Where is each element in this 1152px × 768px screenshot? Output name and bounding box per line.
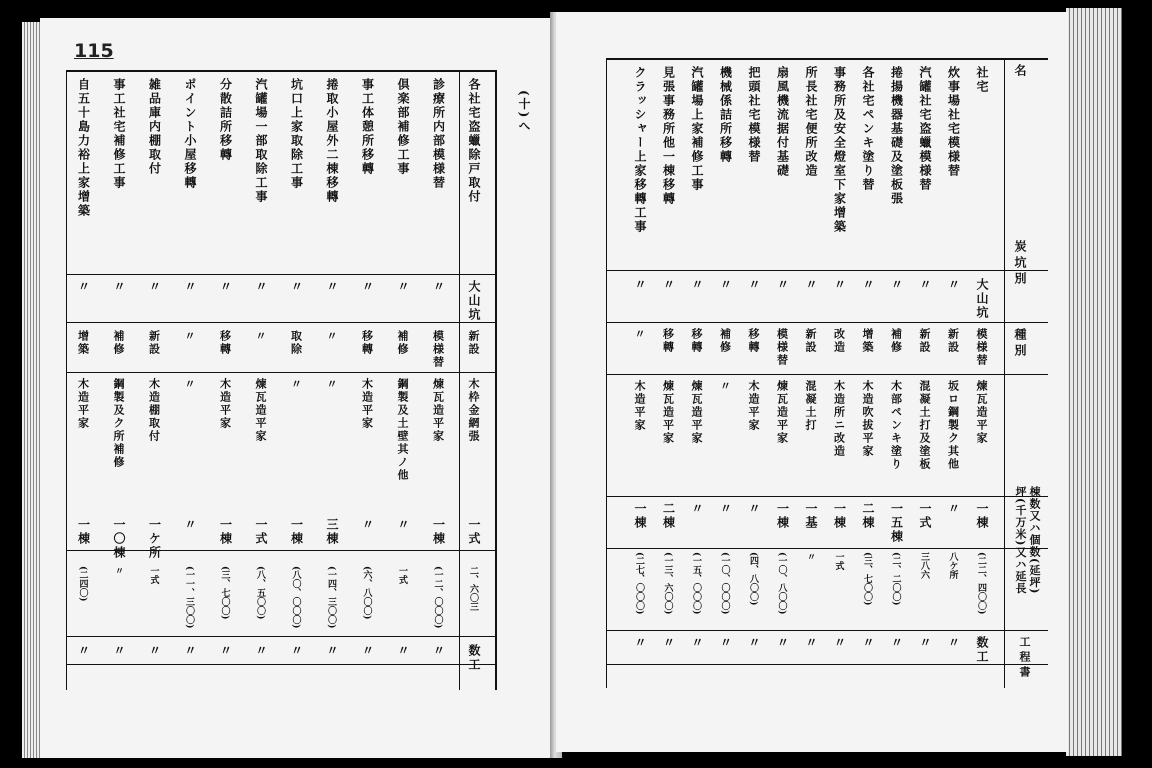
row-place: 大山坑: [467, 280, 481, 322]
row-qty: 二棟: [861, 502, 875, 530]
col-rule: [606, 58, 607, 688]
row-amount: (一一、三〇〇): [184, 566, 194, 629]
row-name: クラッシャー上家移轉工事: [633, 66, 647, 234]
row-amount: (二、二〇〇): [890, 552, 901, 606]
row-amount: 一式: [397, 566, 407, 584]
row-name: 所長社宅便所改造: [804, 66, 818, 178]
row-qty: 〃: [360, 518, 375, 532]
row-detail: 煉瓦造平家: [690, 380, 703, 445]
row-qty: 一棟: [431, 518, 446, 546]
row-amount: 二、六〇三: [468, 566, 478, 611]
row-qty: 一〇棟: [112, 518, 126, 560]
row-name: 捲取小屋外二棟移轉: [325, 78, 339, 204]
row-place: 〃: [747, 278, 761, 292]
section-title: (十)へ: [517, 90, 531, 134]
row-amount: 一式: [833, 552, 844, 570]
table-top-rule: [606, 58, 1048, 60]
row-place: 〃: [633, 278, 647, 292]
row-kind: 模様替: [975, 328, 988, 367]
row-amount: (二二、四〇〇): [976, 552, 986, 615]
row-notes: 〃: [431, 644, 446, 658]
row-qty: 一棟: [832, 502, 847, 530]
row-amount: 八ケ所: [947, 552, 958, 579]
row-rule: [66, 372, 496, 373]
row-detail: 木枠金網張: [467, 378, 480, 443]
row-qty: 〃: [183, 518, 197, 532]
row-kind: 補修: [112, 330, 125, 356]
row-place: 〃: [918, 278, 932, 292]
row-kind: 模様替: [431, 330, 445, 369]
row-place: 〃: [76, 280, 91, 294]
row-place: 〃: [718, 278, 733, 292]
row-name: 倶楽部補修工事: [396, 78, 410, 176]
row-notes: 〃: [832, 636, 847, 650]
row-rule: [606, 270, 1048, 271]
row-detail: 木造平家: [218, 378, 232, 430]
row-kind: 模様替: [775, 328, 789, 367]
right-page: [556, 12, 1068, 752]
row-detail: 木造平家: [76, 378, 90, 430]
row-rule: [66, 636, 496, 637]
header-notes: 工程書: [1018, 636, 1031, 681]
row-place: 〃: [360, 280, 375, 294]
row-rule: [66, 322, 496, 323]
row-kind: 補修: [718, 328, 732, 354]
row-name: 汽罐場一部取除工事: [254, 78, 268, 204]
row-place: 〃: [861, 278, 875, 292]
row-place: 〃: [254, 280, 268, 294]
book-edge-right: [1066, 8, 1122, 756]
row-place: 〃: [804, 278, 818, 292]
header-place: 炭坑別: [1013, 240, 1027, 288]
row-qty: 一棟: [218, 518, 233, 546]
row-rule: [66, 664, 496, 665]
row-name: 社宅: [975, 66, 989, 94]
row-kind: 移轉: [690, 328, 703, 354]
row-notes: 〃: [325, 644, 339, 658]
row-qty: 一式: [918, 502, 932, 530]
row-kind: 新設: [946, 328, 960, 354]
row-qty: 一式: [467, 518, 481, 546]
row-notes: 〃: [889, 636, 904, 650]
row-notes: 〃: [396, 644, 410, 658]
row-detail: 鋼製及ク所補修: [112, 378, 125, 469]
row-qty: 一棟: [633, 502, 647, 530]
row-amount: 〃: [113, 566, 123, 575]
row-detail: 木部ペンキ塗り: [889, 380, 903, 471]
row-notes: 〃: [775, 636, 790, 650]
row-amount: (二七、〇〇〇): [634, 552, 644, 615]
row-notes: 〃: [661, 636, 676, 650]
row-detail: 煉瓦造平家: [254, 378, 267, 443]
row-name: 診療所内部模様替: [431, 78, 446, 190]
row-name: 各社宅ペンキ塗り替: [861, 66, 875, 192]
row-kind: 取除: [289, 330, 303, 356]
row-place: 〃: [661, 278, 676, 292]
row-qty: 〃: [396, 518, 410, 532]
row-notes: 〃: [690, 636, 704, 650]
row-amount: (一〇、〇〇〇): [719, 552, 730, 615]
row-detail: 木造棚取付: [147, 378, 161, 443]
row-amount: (六、八〇〇): [361, 566, 372, 620]
row-notes: 〃: [804, 636, 818, 650]
row-qty: 一五棟: [889, 502, 904, 544]
row-notes: 〃: [289, 644, 304, 658]
row-notes: 〃: [218, 644, 233, 658]
row-qty: 一棟: [289, 518, 304, 546]
row-notes: 〃: [76, 644, 91, 658]
col-rule: [1004, 58, 1005, 688]
row-qty: 一棟: [975, 502, 989, 530]
row-detail: 〃: [183, 378, 196, 391]
row-notes: 〃: [946, 636, 961, 650]
row-detail: 煉瓦造平家: [661, 380, 675, 445]
row-amount: (一五、〇〇〇): [691, 552, 701, 615]
header-kind: 種別: [1013, 328, 1027, 360]
row-notes: 数工: [467, 644, 481, 672]
row-detail: 木造平家: [633, 380, 646, 432]
header-amount: 坪(千万米)又ハ延長: [1014, 486, 1027, 595]
row-rule: [606, 548, 1048, 549]
col-rule: [495, 70, 497, 690]
row-detail: 木造平家: [747, 380, 760, 432]
row-amount: (一二、〇〇〇): [432, 566, 443, 629]
row-name: 雑品庫内棚取付: [147, 78, 162, 176]
row-amount: (一四、三〇〇): [326, 566, 336, 629]
row-amount: (三、七〇〇): [862, 552, 872, 606]
row-detail: 〃: [325, 378, 338, 391]
row-qty: 〃: [946, 502, 961, 516]
row-detail: 木造平家: [360, 378, 374, 430]
row-place: 〃: [690, 278, 704, 292]
row-notes: 〃: [147, 644, 162, 658]
row-detail: 煉瓦造平家: [975, 380, 988, 445]
row-amount: (一〇、八〇〇): [776, 552, 787, 615]
row-amount: 一式: [148, 566, 159, 584]
row-detail: 煉瓦造平家: [775, 380, 789, 445]
row-name: 事工体憩所移轉: [360, 78, 375, 176]
row-place: 〃: [832, 278, 847, 292]
row-amount: (八〇、〇〇〇): [290, 566, 301, 629]
row-place: 〃: [183, 280, 197, 294]
header-name: 名: [1013, 64, 1027, 80]
left-page: [40, 18, 556, 758]
row-amount: (二四〇): [77, 566, 88, 602]
row-rule: [606, 374, 1048, 375]
row-place: 大山坑: [975, 278, 989, 320]
row-name: 各社宅盗蠟除戸取付: [467, 78, 481, 204]
row-detail: 〃: [289, 378, 303, 391]
row-qty: 〃: [747, 502, 761, 516]
row-notes: 数工: [975, 636, 989, 664]
row-detail: 混凝土打: [804, 380, 817, 432]
row-name: ポイント小屋移轉: [183, 78, 197, 190]
row-kind: 移轉: [747, 328, 760, 354]
row-qty: 〃: [690, 502, 704, 516]
row-detail: 〃: [718, 380, 732, 393]
row-kind: 移轉: [661, 328, 675, 354]
col-rule: [459, 70, 460, 690]
row-qty: 一棟: [76, 518, 91, 546]
row-kind: 改造: [832, 328, 846, 354]
row-place: 〃: [325, 280, 339, 294]
row-name: 機械係詰所移轉: [718, 66, 733, 164]
col-rule: [66, 70, 67, 690]
row-qty: 一式: [254, 518, 268, 546]
row-name: 分散詰所移轉: [218, 78, 233, 162]
row-amount: 〃: [805, 552, 815, 561]
row-amount: (一三、六〇〇): [662, 552, 673, 615]
row-rule: [66, 550, 496, 551]
row-place: 〃: [775, 278, 790, 292]
row-qty: 一基: [804, 502, 818, 530]
row-kind: 新設: [918, 328, 931, 354]
row-place: 〃: [946, 278, 961, 292]
row-detail: 坂ロ鋼製ク其他: [946, 380, 960, 471]
row-amount: (四、八〇〇): [748, 552, 758, 606]
row-name: 坑口上家取除工事: [289, 78, 304, 190]
row-kind: 新設: [804, 328, 817, 354]
row-kind: 〃: [325, 330, 338, 343]
row-name: 扇風機流据付基礎: [775, 66, 790, 178]
row-rule: [606, 496, 1048, 497]
row-name: 見張事務所他一棟移轉: [661, 66, 676, 206]
row-notes: 〃: [183, 644, 197, 658]
row-notes: 〃: [718, 636, 733, 650]
row-notes: 〃: [633, 636, 647, 650]
row-name: 自五十島力裕上家增築: [76, 78, 91, 218]
row-notes: 〃: [918, 636, 932, 650]
table-top-rule: [66, 70, 496, 72]
row-qty: 二棟: [661, 502, 676, 530]
row-name: 汽罐社宅盗蠟模様替: [918, 66, 932, 192]
row-name: 捲揚機器基礎及塗板張: [889, 66, 904, 206]
row-amount: (八、五〇〇): [255, 566, 265, 620]
row-amount: 三八六: [919, 552, 929, 579]
row-kind: 移轉: [218, 330, 232, 356]
row-place: 〃: [112, 280, 126, 294]
row-kind: 移轉: [360, 330, 374, 356]
row-detail: 混凝土打及塗板: [918, 380, 931, 471]
row-kind: 補修: [396, 330, 409, 356]
page-number: 115: [74, 40, 114, 62]
row-kind: 增築: [861, 328, 874, 354]
row-name: 把頭社宅模様替: [747, 66, 761, 164]
row-kind: 新設: [467, 330, 480, 356]
row-detail: 鋼製及土壁其ノ他: [396, 378, 409, 482]
row-rule: [66, 274, 496, 275]
row-place: 〃: [431, 280, 446, 294]
row-detail: 煉瓦造平家: [431, 378, 445, 443]
row-name: 事工社宅補修工事: [112, 78, 126, 190]
row-qty: 一ケ所: [147, 518, 162, 560]
row-name: 事務所及安全燈室下家增築: [832, 66, 847, 234]
row-qty: 〃: [718, 502, 733, 516]
row-kind: 增築: [76, 330, 90, 356]
row-place: 〃: [889, 278, 904, 292]
row-name: 炊事場社宅模様替: [946, 66, 961, 178]
row-amount: (三、七〇〇): [219, 566, 230, 620]
row-rule: [606, 322, 1048, 323]
row-notes: 〃: [360, 644, 375, 658]
row-rule: [606, 664, 1048, 665]
row-kind: 〃: [183, 330, 196, 343]
row-notes: 〃: [747, 636, 761, 650]
row-place: 〃: [147, 280, 162, 294]
row-place: 〃: [218, 280, 233, 294]
row-place: 〃: [289, 280, 304, 294]
row-kind: 新設: [147, 330, 161, 356]
row-kind: 〃: [254, 330, 267, 343]
row-detail: 木造吹拔平家: [861, 380, 874, 458]
row-notes: 〃: [112, 644, 126, 658]
row-name: 汽罐場上家補修工事: [690, 66, 704, 192]
row-notes: 〃: [861, 636, 875, 650]
row-qty: 一棟: [775, 502, 790, 530]
row-detail: 木造所ニ改造: [832, 380, 846, 458]
row-place: 〃: [396, 280, 410, 294]
row-qty: 三棟: [325, 518, 339, 546]
row-kind: 〃: [633, 328, 646, 341]
header-qty: 棟数又ハ個数(延坪): [1028, 486, 1041, 595]
row-rule: [606, 630, 1048, 631]
row-notes: 〃: [254, 644, 268, 658]
row-kind: 補修: [889, 328, 903, 354]
